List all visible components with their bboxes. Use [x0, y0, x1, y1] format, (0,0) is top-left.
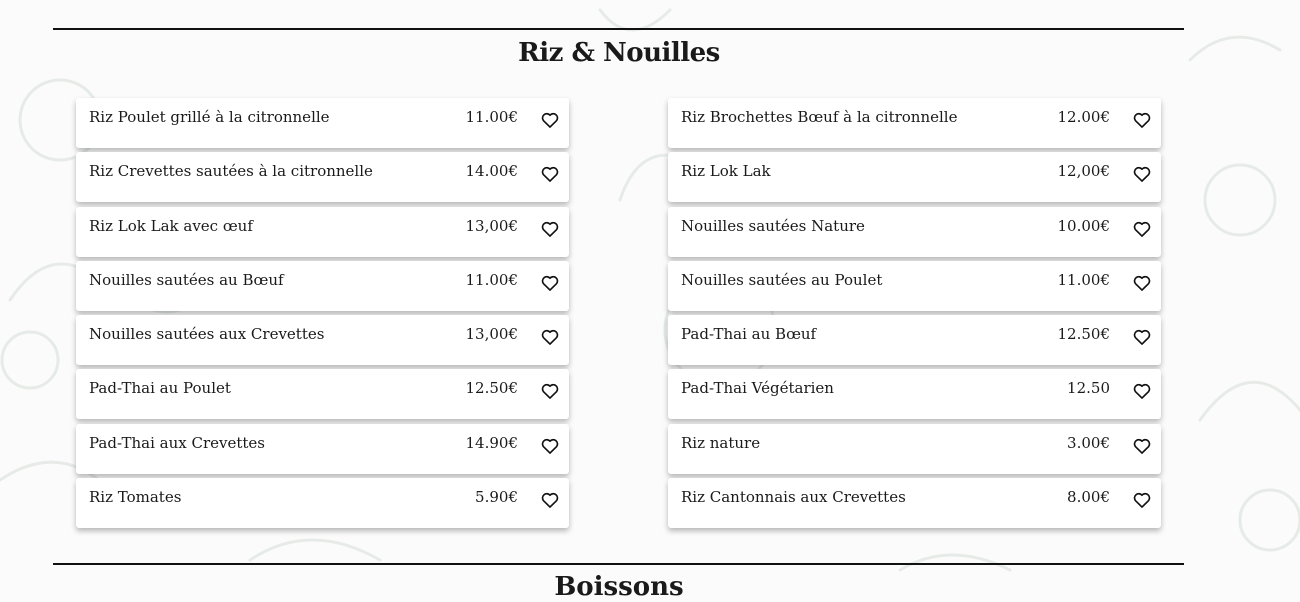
menu-item-name: Riz Crevettes sautées à la citronnelle — [89, 162, 373, 181]
menu-item-name: Pad-Thai Végétarien — [681, 379, 834, 398]
menu-item-name: Riz Lok Lak avec œuf — [89, 216, 253, 235]
menu-item-price: 14.90€ — [465, 433, 518, 452]
heart-outline-icon[interactable] — [540, 273, 560, 293]
menu-item[interactable] — [668, 478, 1161, 528]
menu-item-price: 12.50 — [1067, 379, 1110, 398]
heart-outline-icon[interactable] — [1132, 490, 1152, 510]
heart-outline-icon[interactable] — [540, 490, 560, 510]
menu-item[interactable] — [76, 315, 569, 365]
menu-item[interactable] — [76, 152, 569, 202]
menu-item-price: 12.50€ — [1057, 325, 1110, 344]
menu-item-price: 12.00€ — [1057, 108, 1110, 126]
menu-item-price: 12,00€ — [1057, 162, 1110, 181]
menu-item-price: 12.50€ — [465, 379, 518, 398]
heart-outline-icon[interactable] — [1132, 219, 1152, 239]
menu-item-name: Nouilles sautées Nature — [681, 216, 865, 235]
top-divider — [53, 28, 1184, 30]
menu-item-name: Nouilles sautées au Poulet — [681, 270, 883, 289]
heart-outline-icon[interactable] — [540, 381, 560, 401]
menu-item-name: Pad-Thai au Bœuf — [681, 325, 817, 344]
menu-item[interactable] — [668, 152, 1161, 202]
menu-item[interactable] — [668, 207, 1161, 257]
next-section-title: Boissons — [554, 572, 684, 602]
heart-outline-icon[interactable] — [1132, 110, 1152, 130]
menu-item-price: 11.00€ — [1057, 270, 1110, 289]
menu-item-price: 5.90€ — [475, 488, 518, 507]
menu-item-price: 10.00€ — [1057, 216, 1110, 235]
heart-outline-icon[interactable] — [540, 327, 560, 347]
menu-item[interactable] — [668, 261, 1161, 311]
menu-item-price: 13,00€ — [465, 325, 518, 344]
menu-item-price: 13,00€ — [465, 216, 518, 235]
heart-outline-icon[interactable] — [1132, 273, 1152, 293]
menu-item[interactable] — [76, 369, 569, 419]
heart-outline-icon[interactable] — [1132, 436, 1152, 456]
menu-item[interactable] — [76, 424, 569, 474]
menu-item[interactable] — [668, 424, 1161, 474]
menu-item-price: 3.00€ — [1067, 433, 1110, 452]
menu-item[interactable] — [76, 261, 569, 311]
menu-column-left — [76, 98, 569, 532]
menu-item-name: Riz Tomates — [89, 488, 182, 507]
menu-item-name: Riz Poulet grillé à la citronnelle — [89, 108, 330, 126]
section-title: Riz & Nouilles — [518, 38, 720, 68]
menu-item-name: Nouilles sautées au Bœuf — [89, 270, 284, 289]
heart-outline-icon[interactable] — [1132, 164, 1152, 184]
menu-item-name: Riz Brochettes Bœuf à la citronnelle — [681, 108, 958, 126]
menu-item[interactable] — [668, 369, 1161, 419]
menu-item-name: Riz nature — [681, 433, 761, 452]
menu-item[interactable] — [668, 98, 1161, 148]
menu-item-name: Pad-Thai aux Crevettes — [89, 433, 266, 452]
menu-item[interactable] — [668, 315, 1161, 365]
menu-item-name: Pad-Thai au Poulet — [89, 379, 231, 398]
heart-outline-icon[interactable] — [540, 219, 560, 239]
menu-column-right — [668, 98, 1161, 532]
menu-item-price: 11.00€ — [465, 270, 518, 289]
menu-item-price: 14.00€ — [465, 162, 518, 181]
bottom-divider — [53, 563, 1184, 565]
menu-item-price: 8.00€ — [1067, 488, 1110, 507]
menu-item[interactable] — [76, 478, 569, 528]
heart-outline-icon[interactable] — [540, 164, 560, 184]
heart-outline-icon[interactable] — [540, 436, 560, 456]
menu-item[interactable] — [76, 98, 569, 148]
heart-outline-icon[interactable] — [540, 110, 560, 130]
heart-outline-icon[interactable] — [1132, 381, 1152, 401]
menu-item[interactable] — [76, 207, 569, 257]
menu-item-price: 11.00€ — [465, 108, 518, 126]
menu-item-name: Riz Cantonnais aux Crevettes — [681, 488, 906, 507]
heart-outline-icon[interactable] — [1132, 327, 1152, 347]
menu-item-name: Nouilles sautées aux Crevettes — [89, 325, 325, 344]
menu-item-name: Riz Lok Lak — [681, 162, 771, 181]
